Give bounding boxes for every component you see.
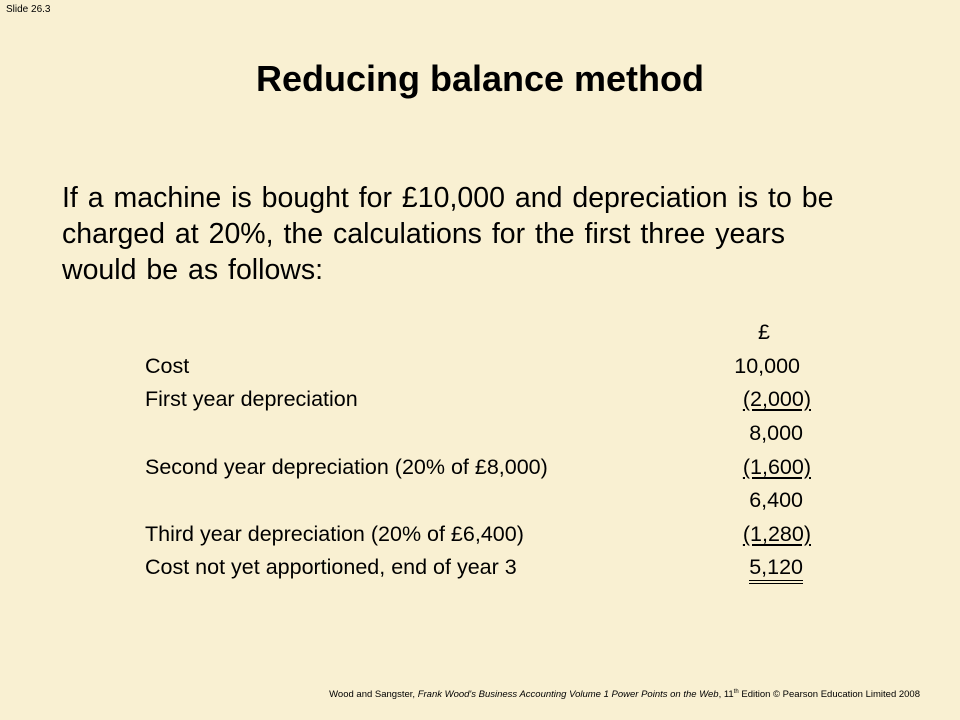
table-row xyxy=(145,421,845,455)
row-label: First year depreciation xyxy=(145,387,358,411)
row-amount: (2,000) xyxy=(742,387,811,411)
row-label: Cost not yet apportioned, end of year 3 xyxy=(145,555,517,579)
row-amount: (1,280) xyxy=(742,522,811,546)
row-amount: (1,600) xyxy=(742,455,811,479)
footer-credit: Wood and Sangster, Frank Wood's Business Accounting Volume 1 Power Points on the Web, 11th Edition © Pearson Education Limited 2008 xyxy=(329,688,920,700)
table-row xyxy=(145,522,845,556)
slide-number: Slide 26.3 xyxy=(6,4,51,15)
slide-title: Reducing balance method xyxy=(255,58,705,99)
table-row xyxy=(145,455,845,489)
intro-paragraph: If a machine is bought for £10,000 and depreciation is to be charged at 20%, the calculations for the first three years would be as follows: xyxy=(62,182,834,286)
table-row xyxy=(145,555,845,599)
table-row xyxy=(145,387,845,421)
row-amount-total: 5,120 xyxy=(665,555,803,580)
table-row xyxy=(145,354,845,388)
row-amount: 8,000 xyxy=(749,421,803,445)
row-amount: 6,400 xyxy=(749,488,803,512)
book-title: Frank Wood's Business Accounting Volume 1 Power Points on the Web xyxy=(417,689,719,700)
row-label: Third year depreciation (20% of £6,400) xyxy=(145,522,524,546)
currency-header-row xyxy=(145,320,845,354)
row-label: Cost xyxy=(145,354,190,378)
currency-header: £ xyxy=(758,320,770,344)
table-row xyxy=(145,488,845,522)
row-amount: 10,000 xyxy=(734,354,800,378)
row-label: Second year depreciation (20% of £8,000) xyxy=(145,455,548,479)
